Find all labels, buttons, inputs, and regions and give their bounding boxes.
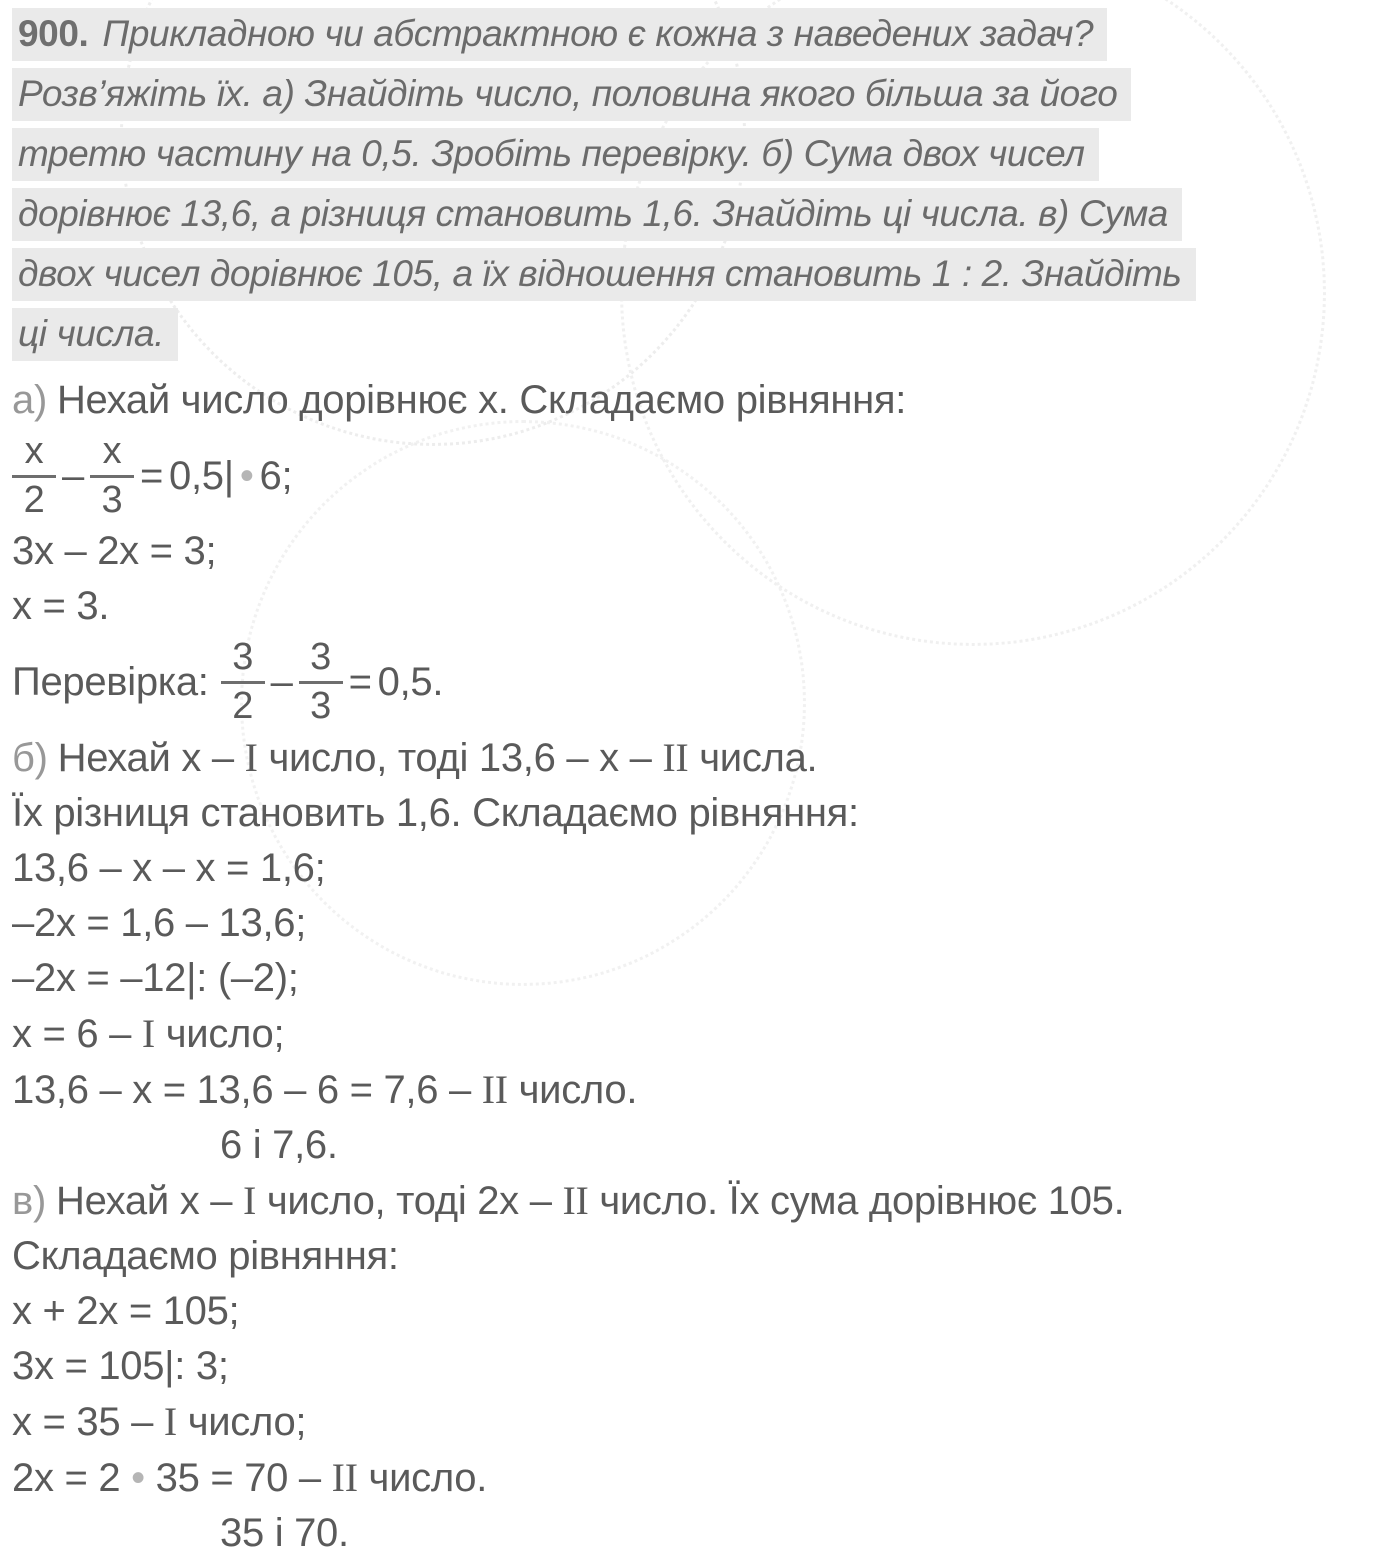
solution-line [12, 1450, 1390, 1506]
solution-c-intro [12, 1173, 1390, 1229]
equals-sign: = [348, 659, 372, 704]
fraction-3-3 [299, 637, 343, 726]
statement-line [12, 308, 1390, 361]
minus-sign: – [62, 453, 84, 498]
part-b-marker: б) [12, 736, 48, 780]
solution-text: 13,6 – х = 13,6 – 6 = 7,6 – [12, 1068, 482, 1112]
solution-line: 3х = 105|: 3; [12, 1344, 229, 1388]
solution-line [12, 1006, 1390, 1062]
statement-text: ці числа. [12, 308, 178, 361]
solution-text: Нехай число дорівнює х. Складаємо рівняння: [56, 378, 907, 422]
fraction-denominator: 3 [299, 681, 343, 727]
roman-numeral: II [331, 1455, 358, 1500]
roman-numeral: I [244, 735, 258, 780]
fraction-numerator: 3 [310, 636, 331, 679]
solution-text: число, тоді 13,6 – х – [257, 736, 663, 780]
fraction-numerator: х [24, 430, 44, 473]
problem-number: 900. [18, 13, 89, 54]
solution-text: 2х = 2 [12, 1456, 132, 1500]
solution-text: числа. [688, 736, 818, 780]
solution-text: число; [176, 1400, 307, 1444]
statement-line [12, 68, 1390, 121]
statement-text: третю частину на 0,5. Зробіть перевірку. б) Сума двох чисел [12, 128, 1099, 181]
solution-line: х = 3. [12, 584, 110, 628]
solution-text: число; [154, 1012, 285, 1056]
solution-text: число. [507, 1068, 638, 1112]
minus-sign: – [270, 659, 293, 704]
equals-sign: = [139, 453, 164, 498]
solution-text: число. [357, 1456, 488, 1500]
statement-line [12, 8, 1390, 61]
solution-text: х = 6 – [12, 1012, 142, 1056]
part-c-marker: в) [12, 1179, 46, 1223]
check-equation [12, 634, 1390, 730]
solution-line: х + 2х = 105; [12, 1289, 240, 1333]
solution-line: –2х = –12|: (–2); [12, 956, 299, 1000]
solution-line [12, 1394, 1390, 1450]
statement-text: Прикладною чи абстрактною є кожна з наведених задач? [102, 13, 1094, 54]
fraction-x-2 [12, 431, 56, 520]
solution-text: х = 35 – [12, 1400, 164, 1444]
solution-text: число, тоді 2х – [256, 1179, 563, 1223]
fraction-numerator: 3 [232, 636, 254, 679]
statement-text: дорівнює 13,6, а різниця становить 1,6. Знайдіть ці числа. в) Сума [12, 188, 1182, 241]
solution-text: 35 = 70 – [144, 1456, 332, 1500]
solution [12, 373, 1390, 1561]
roman-numeral: I [242, 1178, 256, 1223]
roman-numeral: II [562, 1178, 589, 1223]
check-result: 0,5. [377, 659, 444, 704]
statement-line [12, 248, 1390, 301]
equation-multiplier: 6; [259, 453, 293, 498]
part-a-marker: а) [12, 378, 47, 422]
roman-numeral: I [141, 1011, 155, 1056]
check-label: Перевірка: [12, 659, 209, 704]
answer-c: 35 і 70. [220, 1511, 349, 1555]
fraction-denominator: 3 [90, 475, 134, 521]
solution-a-intro [12, 373, 1390, 428]
roman-numeral: I [163, 1399, 177, 1444]
solution-text: Нехай х – [55, 1179, 243, 1223]
fraction-denominator: 2 [221, 681, 265, 727]
fraction-denominator: 2 [12, 475, 56, 521]
statement-line [12, 188, 1390, 241]
solution-line: 13,6 – х – х = 1,6; [12, 846, 326, 890]
fraction-x-3 [90, 431, 134, 520]
problem-statement [12, 8, 1390, 361]
equation-a [12, 428, 1390, 524]
solution-text: число. Їх сума дорівнює 105. [588, 1179, 1125, 1223]
roman-numeral: II [481, 1067, 508, 1112]
solution-line [12, 1062, 1390, 1118]
solution-b-intro [12, 730, 1390, 786]
solution-text: Нехай х – [57, 736, 245, 780]
solution-line: Складаємо рівняння: [12, 1234, 399, 1278]
equation-rhs: 0,5| [169, 453, 234, 498]
statement-line [12, 128, 1390, 181]
multiplication-dot: • [131, 1456, 145, 1500]
solution-line: 3х – 2х = 3; [12, 529, 217, 573]
roman-numeral: II [662, 735, 689, 780]
answer-b: 6 і 7,6. [220, 1123, 338, 1167]
fraction-numerator: х [102, 430, 122, 473]
solution-line: Їх різниця становить 1,6. Складаємо рівняння: [12, 791, 859, 835]
solution-line: –2х = 1,6 – 13,6; [12, 901, 307, 945]
statement-text: двох чисел дорівнює 105, а їх відношення становить 1 : 2. Знайдіть [12, 248, 1196, 301]
fraction-3-2 [221, 637, 265, 726]
multiplication-dot: • [239, 453, 254, 498]
statement-text: Розв’яжіть їх. а) Знайдіть число, половина якого більша за його [12, 68, 1131, 121]
